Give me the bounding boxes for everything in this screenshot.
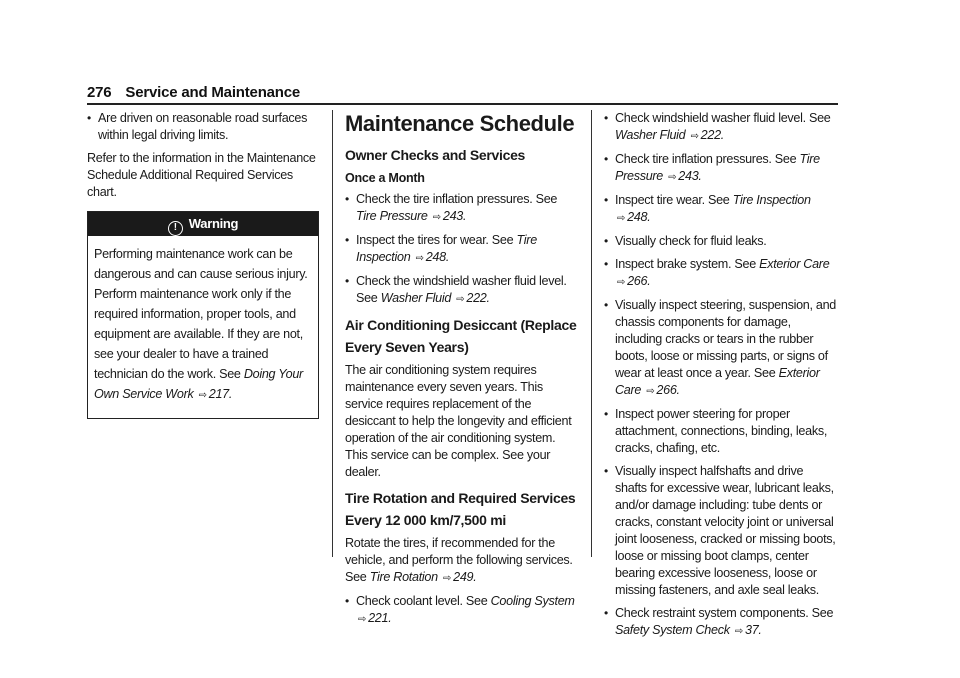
page-ref[interactable]: 222 [700, 128, 721, 142]
page-ref-arrow-icon: ⇨ [443, 573, 452, 584]
list-item-text: Check the tire inflation pressures. See [356, 192, 558, 206]
punctuation: . [647, 274, 651, 288]
page-ref-arrow-icon: ⇨ [617, 277, 626, 288]
page-ref-arrow-icon: ⇨ [646, 386, 655, 397]
list-item [345, 191, 577, 226]
column-1 [87, 110, 319, 419]
warning-text: Performing maintenance work can be dangerous and can cause serious injury. Perform maintenance work only if the required information, proper tools, and equipment are available. If they are not, see your dealer to have a trained technician do the work. See [94, 247, 308, 381]
punctuation: . [463, 209, 467, 223]
list-item-text: Check windshield washer fluid level. See [615, 111, 831, 125]
punctuation: . [388, 611, 392, 625]
column-divider [591, 110, 592, 557]
page-ref-arrow-icon: ⇨ [690, 131, 699, 142]
page-ref[interactable]: 217 [208, 387, 229, 401]
list-item: • Are driven on reasonable road surfaces within legal driving limits. [87, 110, 319, 144]
list-item-text: Inspect the tires for wear. See [356, 233, 514, 247]
list-item-text: Check restraint system components. See [615, 606, 834, 620]
list-item-text: Visually inspect steering, suspension, and chassis components for damage, including cracks or tears in the rubber boots, loose or missing parts, or signs of wear at least once a year. See [615, 298, 836, 380]
cross-reference-link[interactable]: Safety System Check [615, 623, 730, 637]
cross-reference-link[interactable]: Exterior Care [615, 366, 820, 397]
cross-reference-link[interactable]: Washer Fluid [615, 128, 686, 142]
column-3 [604, 110, 838, 646]
warning-exclamation-icon: ! [168, 221, 183, 236]
cross-reference-link[interactable]: Tire Inspection [732, 193, 811, 207]
list-item: • Visually inspect halfshafts and drive shafts for excessive wear, lubricant leaks, and/or damage including: tube dents or cracks, constant velocity joint or universal joint looseness, cracked or missing boots, loose or missing boot clamps, center bearing excessive looseness, loose or missing fasteners, and axle seal leaks. [604, 463, 838, 599]
column-divider [332, 110, 333, 557]
running-header [87, 84, 300, 101]
warning-header [88, 212, 318, 236]
punctuation: . [676, 383, 680, 397]
page-ref-arrow-icon: ⇨ [456, 294, 465, 305]
list-item-text: Check coolant level. See [356, 594, 488, 608]
page-ref-arrow-icon: ⇨ [734, 626, 743, 637]
list-item [345, 593, 577, 628]
punctuation: . [698, 169, 702, 183]
page-ref[interactable]: 37 [744, 623, 759, 637]
page-ref[interactable]: 243 [442, 209, 463, 223]
cross-reference-link[interactable]: Doing Your Own Service Work [94, 367, 303, 401]
page-ref[interactable]: 248 [425, 250, 446, 264]
cross-reference-link[interactable]: Tire Rotation [369, 570, 438, 584]
page-ref-arrow-icon: ⇨ [358, 614, 367, 625]
section-title: Service and Maintenance [125, 84, 301, 101]
paragraph: The air conditioning system requires maintenance every seven years. This service requires replacement of the desiccant to help the longevity and efficient operation of the air conditioning system. This service can be complex. See your dealer. [345, 363, 572, 479]
cross-reference-link[interactable]: Washer Fluid [380, 291, 452, 305]
warning-box [87, 211, 319, 419]
cross-reference-link[interactable]: Tire Pressure [615, 152, 820, 183]
page-ref[interactable]: 221 [368, 611, 389, 625]
list-item-text: Inspect brake system. See [615, 257, 756, 271]
page-ref-arrow-icon: ⇨ [668, 172, 677, 183]
subsection-heading: Owner Checks and Services [345, 147, 526, 163]
paragraph-text: Rotate the tires, if recommended for the vehicle, and perform the following services. See [345, 536, 573, 584]
page-ref[interactable]: 243 [678, 169, 699, 183]
page-ref-arrow-icon: ⇨ [198, 390, 207, 401]
page-ref-arrow-icon: ⇨ [617, 213, 626, 224]
list-item: • Inspect power steering for proper attachment, connections, binding, leaks, cracks, chafing, etc. [604, 406, 838, 457]
page-ref-arrow-icon: ⇨ [415, 253, 424, 264]
page-number: 276 [87, 84, 112, 101]
list-item [604, 192, 838, 227]
paragraph: Refer to the information in the Maintenance Schedule Additional Required Services chart. [87, 151, 316, 199]
cross-reference-link[interactable]: Exterior Care [759, 257, 830, 271]
punctuation: . [647, 210, 651, 224]
punctuation: . [445, 250, 450, 264]
minor-heading: Once a Month [345, 171, 425, 185]
list-item [604, 110, 838, 145]
page-ref[interactable]: 266 [627, 274, 648, 288]
warning-title: Warning [188, 216, 239, 231]
punctuation: . [228, 387, 233, 401]
page-ref-arrow-icon: ⇨ [432, 212, 441, 223]
warning-body [88, 236, 318, 418]
header-rule [87, 103, 838, 105]
punctuation: . [486, 291, 490, 305]
page-ref[interactable]: 222 [466, 291, 487, 305]
list-item [345, 232, 577, 267]
subsection-heading: Air Conditioning Desiccant (Replace Every Seven Years) [345, 317, 577, 355]
list-item [604, 297, 838, 400]
punctuation: . [758, 623, 762, 637]
list-item [604, 151, 838, 186]
list-item: • Visually check for fluid leaks. [604, 233, 838, 250]
punctuation: . [720, 128, 724, 142]
page-ref[interactable]: 266 [656, 383, 677, 397]
column-2 [345, 110, 577, 634]
list-item [604, 605, 838, 640]
cross-reference-link[interactable]: Tire Inspection [356, 233, 537, 264]
section-heading: Maintenance Schedule [345, 111, 575, 136]
list-item [604, 256, 838, 291]
list-item-text: Check tire inflation pressures. See [615, 152, 797, 166]
cross-reference-link[interactable]: Tire Pressure [356, 209, 428, 223]
list-item-text: Inspect tire wear. See [615, 193, 730, 207]
page-ref[interactable]: 249 [453, 570, 474, 584]
list-item-text: Check the windshield washer fluid level. See [356, 274, 567, 305]
punctuation: . [473, 570, 477, 584]
list-item [345, 273, 577, 308]
subsection-heading: Tire Rotation and Required Services Every 12 000 km/7,500 mi [345, 490, 576, 528]
paragraph [345, 535, 577, 587]
page-ref[interactable]: 248 [627, 210, 648, 224]
cross-reference-link[interactable]: Cooling System [490, 594, 575, 608]
